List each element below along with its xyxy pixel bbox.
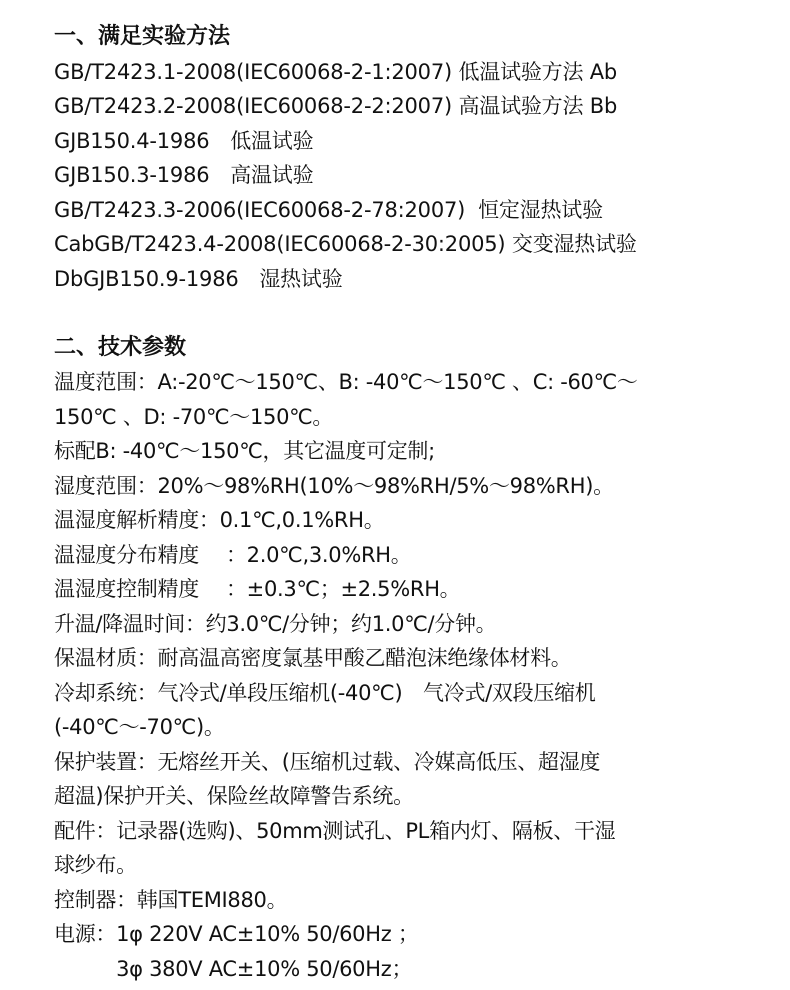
document-body (54, 20, 769, 986)
list-item: 温湿度控制精度 ：±0.3℃；±2.5%RH。 (54, 577, 461, 601)
list-item: 保温材质：耐高温高密度氯基甲酸乙醋泡沫绝缘体材料。 (54, 646, 572, 670)
list-item: 冷却系统：气冷式/单段压缩机(-40℃) 气冷式/双段压缩机 (54, 680, 596, 705)
list-item: 温湿度解析精度：0.1℃,0.1%RH。 (54, 508, 385, 532)
list-item: DbGJB150.9-1986 湿热试验 (54, 266, 343, 291)
list-item: GB/T2423.2-2008(IEC60068-2-2:2007) 高温试验方法 Bb (54, 94, 618, 118)
list-item: GB/T2423.1-2008(IEC60068-2-1:2007) 低温试验方法 Ab (54, 59, 618, 84)
list-item: 湿度范围：20%～98%RH(10%～98%RH/5%～98%RH)。 (54, 473, 614, 498)
section-heading-tech-params: 二、技术参数 (54, 334, 187, 360)
list-item: 升温/降温时间：约3.0℃/分钟；约1.0℃/分钟。 (54, 611, 497, 636)
tech-params-list (54, 365, 769, 986)
list-item: 电源：1φ 220V AC±10% 50/60Hz ； (54, 922, 419, 946)
list-item: (-40℃～-70℃)。 (54, 715, 225, 739)
list-item: 温度范围：A:-20℃～150℃、B: -40℃～150℃ 、C: -60℃～ (54, 370, 638, 394)
list-item: 球纱布。 (54, 853, 137, 877)
list-item: 超温)保护开关、保险丝故障警告系统。 (54, 784, 414, 808)
list-item: 3φ 380V AC±10% 50/60Hz； (54, 956, 413, 981)
list-item: 配件：记录器(选购)、50mm测试孔、PL箱内灯、隔板、干湿 (54, 818, 616, 843)
list-item: 温湿度分布精度 ：2.0℃,3.0%RH。 (54, 542, 412, 567)
list-item: CabGB/T2423.4-2008(IEC60068-2-30:2005) 交变湿热试验 (54, 232, 637, 256)
list-item: GJB150.3-1986 高温试验 (54, 163, 314, 187)
section-spacer (54, 296, 769, 331)
list-item: 标配B: -40℃～150℃，其它温度可定制; (54, 439, 435, 463)
list-item: GJB150.4-1986 低温试验 (54, 128, 314, 153)
section-heading-test-methods: 一、满足实验方法 (54, 24, 231, 49)
list-item: GB/T2423.3-2006(IEC60068-2-78:2007) 恒定湿热试验 (54, 197, 603, 222)
test-methods-list (54, 55, 769, 297)
list-item: 150℃ 、D: -70℃～150℃。 (54, 404, 334, 429)
list-item: 控制器：韩国TEMI880。 (54, 887, 288, 912)
list-item: 保护装置：无熔丝开关、(压缩机过载、冷媒高低压、超湿度 (54, 749, 601, 774)
